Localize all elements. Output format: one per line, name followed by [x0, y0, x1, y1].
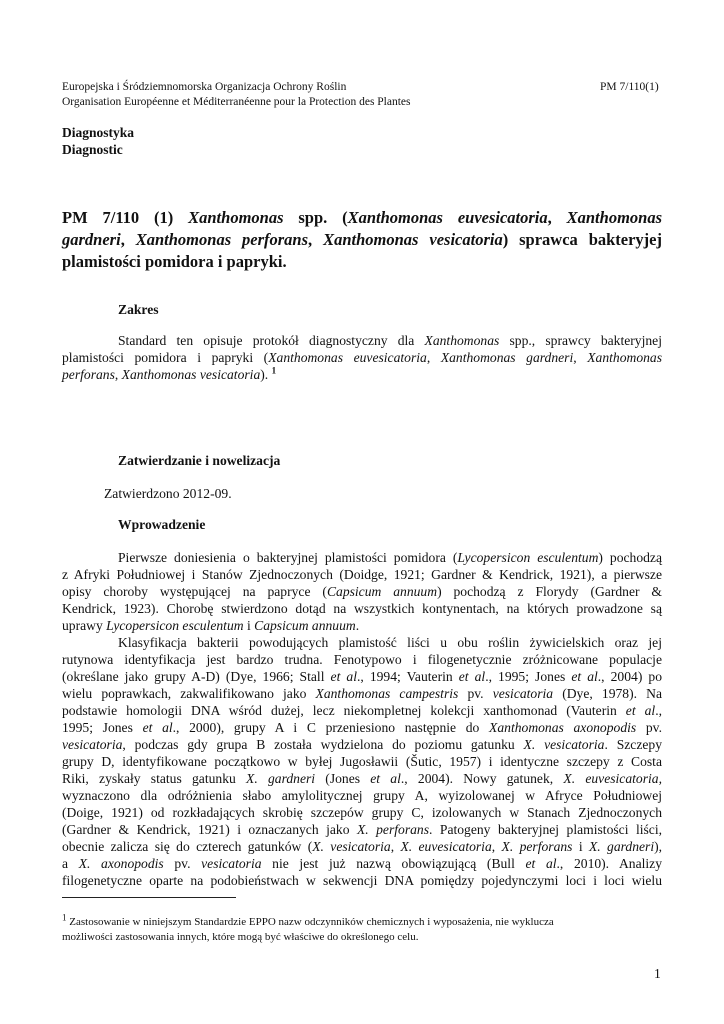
paragraph-line: podstawie homologii DNA wśród dużej, lecz niekompletnej kolekcji xanthomonad (Vauterin et al.,	[62, 703, 662, 718]
paragraph-line: grupy D, identyfikowane początkowo w byłej Jugosławii (Šutic, 1957) i identyczne szczepy z Costa	[62, 754, 662, 769]
header-org-fr: Organisation Européenne et Méditerranéenne pour la Protection des Plantes	[62, 96, 411, 108]
title-line-2: gardneri, Xanthomonas perforans, Xanthomonas vesicatoria) sprawca bakteryjej	[62, 230, 662, 249]
paragraph-line: wielu poprawkach, zakwalifikowano jako Xanthomonas campestris pv. vesicatoria (Dye, 1978). Na	[62, 686, 662, 701]
paragraph-line: Kendrick, 1923). Chorobę stwierdzono dotąd na wszystkich kontynentach, na których prowadzone są	[62, 601, 662, 616]
paragraph-line: (Doige, 1921) od rozkładających skrobię szczepów grupy C, izolowanych w Stanach Zjednoczonych	[62, 805, 662, 820]
paragraph-line: Klasyfikacja bakterii powodujących plamistość liści u obu roślin żywicielskich oraz jej	[118, 635, 662, 650]
paragraph-line: 1995; Jones et al., 2000), grupy A i C przeniesiono następnie do Xanthomonas axonopodis pv.	[62, 720, 662, 735]
paragraph-line: filogenetyczne oparte na podobieństwach w sekwencji DNA pomiędzy pojedynczymi loci i loci wielu	[62, 873, 662, 888]
header-org-pl: Europejska i Śródziemnomorska Organizacja Ochrony Roślin	[62, 81, 347, 93]
title-line-1: PM 7/110 (1) Xanthomonas spp. (Xanthomonas euvesicatoria, Xanthomonas	[62, 208, 662, 227]
page-number: 1	[654, 966, 661, 981]
document-title	[62, 207, 662, 273]
footnote-ref[interactable]: 1	[271, 365, 277, 376]
title-line-3: plamistości pomidora i papryki.	[62, 252, 287, 271]
paragraph-line: z Afryki Południowej i Stanów Zjednoczonych (Doidge, 1921; Gardner & Kendrick, 1921), a pierwsze	[62, 567, 662, 582]
paragraph-line: rutynowa identyfikacja jest bardzo trudna. Fenotypowo i filogenetycznie zróżnicowane populacje	[62, 652, 662, 667]
paragraph-line: Riki, zyskały status gatunku X. gardneri (Jones et al., 2004). Nowy gatunek, X. euvesicatoria,	[62, 771, 662, 786]
paragraph-line: (określane jako grupy A-D) (Dye, 1966; Stall et al., 1994; Vauterin et al., 1995; Jones et al., 2004) po	[62, 669, 662, 684]
footnote-separator	[62, 897, 236, 898]
approval-heading: Zatwierdzanie i nowelizacja	[118, 453, 281, 468]
intro-heading: Wprowadzenie	[118, 517, 206, 532]
intro-paragraph-1	[62, 549, 662, 634]
intro-paragraph-2	[62, 634, 662, 889]
paragraph-line: a X. axonopodis pv. vesicatoria nie jest już nazwą obowiązującą (Bull et al., 2010). Analizy	[62, 856, 663, 871]
paragraph-line: Pierwsze doniesienia o bakteryjnej plamistości pomidora (Lycopersicon esculentum) pochodzą	[118, 550, 662, 565]
paragraph-line: obecnie zalicza się do czterech gatunków (X. vesicatoria, X. euvesicatoria, X. perforans i X. gardneri),	[62, 839, 663, 854]
scope-paragraph: Standard ten opisuje protokół diagnostyczny dla Xanthomonas spp., sprawcy bakteryjnej plamistości pomidora i papryki (Xanthomonas euvesicatoria, Xanthomonas gardneri, Xanthomonas perforans, Xanthomonas vesicatoria). $^1$	[62, 333, 663, 382]
paragraph-line: opisy choroby występującej na papryce (Capsicum annuum) pochodzą z Florydy (Gardner &	[62, 584, 662, 599]
approval-text: Zatwierdzono 2012-09.	[104, 486, 232, 501]
category-pl: Diagnostyka	[62, 125, 135, 140]
paragraph-line: wyznaczono dla odróżnienia słabo amylolitycznej grupy A, wyizolowanej w Afryce Południowej	[62, 788, 662, 803]
paragraph-line: uprawy Lycopersicon esculentum i Capsicum annuum.	[62, 618, 360, 633]
paragraph-line: vesicatoria, podczas gdy grupa B została wydzielona do poziomu gatunku X. vesicatoria. Szczepy	[62, 737, 662, 752]
paragraph-line: (Gardner & Kendrick, 1921) i oznaczanych jako X. perforans. Patogeny bakteryjnej plamistości liści,	[62, 822, 662, 837]
footnote: $^1$ Zastosowanie w niniejszym Standardzie EPPO nazw odczynników chemicznych i wyposażenia, nie wyklucza możliwości zastosowania innych, które mogą być właściwe do określonego celu.	[62, 912, 554, 943]
scope-heading: Zakres	[118, 302, 159, 317]
category-en: Diagnostic	[62, 142, 123, 157]
header-doc-code: PM 7/110(1)	[600, 81, 659, 93]
